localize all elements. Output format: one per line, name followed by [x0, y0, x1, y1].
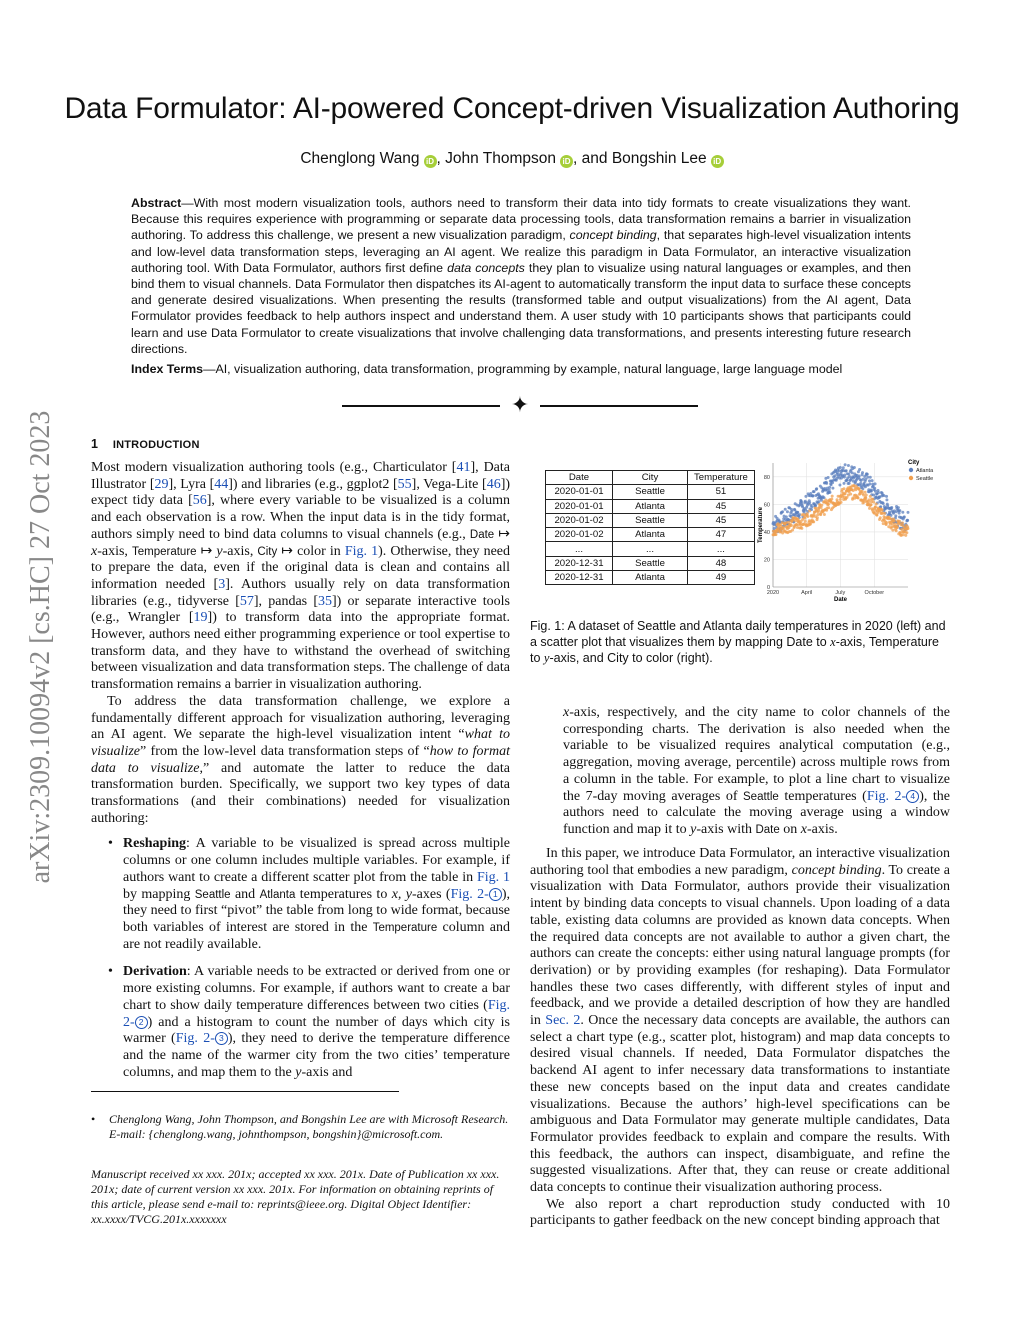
data-point-seattle [823, 513, 826, 516]
data-point-atlanta [861, 471, 864, 474]
data-point-seattle [895, 529, 898, 532]
legend-title: City [908, 460, 920, 466]
table-cell: 51 [688, 485, 755, 499]
paragraph: To address the data transformation challenge, we explore a fundamentally different approach for visualization authoring, leveraging an AI agent. We separate the high-level visualization intent “what to visualize” from the low-level data transformation steps of “how to format data to visualize,” and automate the latter to reduce the data transformation burden. Specifically, we support two key types of data transformations (and their combinations) needed for visualization authoring: [91, 693, 511, 826]
x-tick-label: October [864, 590, 885, 596]
table-cell: 45 [688, 513, 755, 527]
figure-link[interactable]: Fig. 1 [344, 543, 379, 559]
author-list: Chenglong Wang iD , John Thompson iD , and Bongshin Lee iD [0, 150, 1024, 168]
data-point-seattle [820, 504, 823, 507]
data-point-seattle [883, 512, 886, 515]
data-point-seattle [864, 497, 867, 500]
x-tick-label: July [835, 590, 846, 596]
citation-link[interactable]: 57 [239, 593, 254, 609]
data-point-atlanta [810, 505, 813, 508]
figure-link[interactable]: Fig. 1 [476, 869, 510, 885]
circled-number: 2 [135, 1016, 148, 1029]
table-row [546, 499, 755, 513]
data-point-atlanta [845, 469, 848, 472]
orcid-icon[interactable]: iD [424, 155, 437, 168]
data-point-atlanta [808, 501, 811, 504]
data-point-atlanta [815, 487, 818, 490]
star-ornament-icon: ✦ [510, 392, 530, 417]
footnote-affiliation: • Chenglong Wang, John Thompson, and Bongshin Lee are with Microsoft Research. E-mail: {chenglong.wang, johnthompson, bongshin}@microsoft.com. [91, 1112, 509, 1141]
data-point-seattle [871, 498, 874, 501]
data-point-seattle [849, 493, 852, 496]
citation-link[interactable]: 29 [154, 476, 169, 492]
data-point-seattle [816, 516, 819, 519]
scatter-chart-svg [757, 455, 957, 610]
left-column [91, 460, 510, 1081]
data-point-atlanta [885, 498, 888, 501]
data-point-seattle [803, 517, 806, 520]
table-cell: 2020-01-01 [546, 485, 613, 499]
data-point-atlanta [853, 466, 856, 469]
data-point-seattle [896, 526, 899, 529]
y-tick-label: 0 [766, 585, 770, 591]
data-point-atlanta [890, 506, 893, 509]
data-point-seattle [827, 503, 830, 506]
data-point-atlanta [897, 506, 900, 509]
y-tick-label: 80 [763, 474, 770, 481]
footnote-manuscript: Manuscript received xx xxx. 201x; accepted xx xxx. 201x. Date of Publication xx xxx. 201x; date of current version xx xxx. 201x. For information on obtaining reprints of this article, please send e-mail to: reprints@ieee.org. Digital Object Identifier: xx.xxxx/TVCG.201x.xxxxxxx [91, 1167, 500, 1226]
table-header: City [613, 471, 688, 485]
citation-link[interactable]: 3 [218, 576, 226, 592]
data-point-atlanta [831, 481, 834, 484]
data-point-atlanta [843, 482, 846, 485]
data-point-seattle [808, 509, 811, 512]
data-point-atlanta [828, 491, 831, 494]
data-point-atlanta [858, 474, 861, 477]
data-point-atlanta [870, 490, 873, 493]
data-point-seattle [865, 493, 868, 496]
bullet-continuation: x-axis, respectively, and the city name to color channels of the corresponding charts. The derivation is also needed when the variable to be visualized requires analytical computation (e.g., aggregation, moving average, percentile) across multiple rows from a column in the table. For example, to plot a line chart to visualize the 7-day moving averages of Seattle temperatures (Fig. 2- 4 ), the authors need to calculate the moving average using a window function and map it to y-axis with Date on x-axis. [563, 705, 950, 837]
data-point-atlanta [868, 479, 871, 482]
data-point-seattle [839, 498, 842, 501]
data-point-seattle [830, 498, 833, 501]
data-point-seattle [774, 533, 777, 536]
paragraph: We also report a chart reproduction study conducted with 10 participants to gather feedback on the new concept binding approach that [530, 1196, 950, 1229]
table-row [546, 528, 755, 542]
figure-link[interactable]: Fig. 2- 3 [176, 1031, 228, 1046]
figure-link[interactable]: Fig. 2- 2 [123, 997, 510, 1030]
table-cell: 48 [688, 556, 755, 570]
table-cell: Seattle [613, 513, 688, 527]
table-cell: Atlanta [613, 499, 688, 513]
data-point-seattle [831, 495, 834, 498]
data-point-atlanta [838, 483, 841, 486]
table-cell: ... [613, 542, 688, 556]
scatter-chart [757, 455, 957, 610]
data-point-atlanta [781, 510, 784, 513]
author-name: Chenglong Wang [300, 150, 420, 167]
data-point-atlanta [882, 494, 885, 497]
y-axis-title: Temperature [758, 507, 764, 543]
circled-number: 4 [906, 790, 919, 803]
data-point-seattle [800, 527, 803, 530]
table-header-row [546, 471, 755, 485]
y-tick-label: 20 [763, 557, 770, 564]
y-tick-label: 60 [763, 502, 770, 509]
data-point-seattle [907, 527, 910, 530]
data-point-atlanta [811, 495, 814, 498]
data-point-atlanta [831, 487, 834, 490]
author-name: John Thompson [445, 150, 557, 167]
table-cell: 2020-01-02 [546, 528, 613, 542]
data-point-atlanta [861, 487, 864, 490]
x-tick-label: April [801, 590, 813, 596]
legend-swatch [909, 476, 913, 480]
citation-link[interactable]: 46 [486, 476, 501, 492]
data-point-atlanta [784, 508, 787, 511]
table-cell: 2020-12-31 [546, 571, 613, 585]
data-point-atlanta [839, 466, 842, 469]
data-point-seattle [872, 501, 875, 504]
data-point-atlanta [868, 482, 871, 485]
list-item: • Derivation: A variable needs to be extracted or derived from one or more existing columns. For example, if authors want to create a bar chart to show daily temperature differences between two cities (Fig. 2- 2 ) and a histogram to count the number of days which city is warmer (Fig. 2- 3 ), they need to derive the temperature difference and the name of the warmer city from the two cities’ temperature columns, and map them to the y-axis and [108, 964, 510, 1080]
data-point-atlanta [898, 509, 901, 512]
data-point-atlanta [843, 474, 846, 477]
data-point-atlanta [907, 511, 910, 514]
data-point-seattle [804, 520, 807, 523]
table-cell: ... [688, 542, 755, 556]
data-point-seattle [891, 529, 894, 532]
data-point-seattle [869, 495, 872, 498]
citation-link[interactable]: 19 [193, 610, 208, 626]
author-name: Bongshin Lee [611, 150, 707, 167]
data-point-seattle [875, 503, 878, 506]
data-point-seattle [881, 509, 884, 512]
data-point-atlanta [894, 514, 897, 517]
arxiv-stamp: arXiv:2309.10094v2 [cs.HC] 27 Oct 2023 [25, 410, 56, 884]
index-terms: Index Terms—AI, visualization authoring, data transformation, programming by example, natural language, large language model [131, 362, 843, 376]
data-point-atlanta [790, 510, 793, 513]
data-point-atlanta [817, 500, 820, 503]
figure-link[interactable]: Fig. 2- 1 [451, 887, 502, 902]
legend-swatch [909, 468, 913, 472]
data-point-seattle [840, 501, 843, 504]
data-point-atlanta [798, 513, 801, 516]
legend-label: Atlanta [916, 468, 934, 474]
data-point-seattle [806, 515, 809, 518]
data-point-atlanta [869, 476, 872, 479]
paragraph: In this paper, we introduce Data Formulator, an interactive visualization authoring tool that embodies a new paradigm, concept binding. To create a visualization with Data Formulator, authors provide their visualization intent by binding data concepts to visual channels. Upon loading of a data table, existing data columns are provided as known data concepts. When the required data concepts are not available to author a given chart, the authors can create the concepts: either using natural language prompts (for derivation) or by providing examples (for reshaping). Data Formulator handles these two cases differently, with different styles of input and feedback, and we provide a detailed description of how they are handled in Sec. 2. Once the necessary data concepts are available, the authors can select a chart type (e.g., scatter plot, histogram) and map data concepts to desired visual channels. If needed, Data Formulator dispatches the backend AI agent to infer necessary data transformations to instantiate these new concepts based on the input data and creates candidate visualizations. Because the authors’ high-level specifications can be ambiguous and Data Formulator may generate multiple candidates, Data Formulator provides feedback to explain and compare the results. With this feedback, the authors can inspect, disambiguate, and refine the suggested visualizations. After that, they can reuse or create additional data concepts to continue their visualization authoring process. [530, 846, 950, 1196]
citation-link[interactable]: 56 [192, 493, 207, 509]
right-column [530, 846, 950, 1230]
x-axis-title: Date [833, 597, 848, 603]
data-point-atlanta [903, 515, 906, 518]
data-point-atlanta [842, 466, 845, 469]
data-point-seattle [827, 506, 830, 509]
data-point-atlanta [828, 486, 831, 489]
table-cell: ... [546, 542, 613, 556]
data-table [545, 470, 755, 585]
data-point-atlanta [877, 491, 880, 494]
data-point-atlanta [873, 487, 876, 490]
data-point-atlanta [804, 495, 807, 498]
data-point-atlanta [825, 482, 828, 485]
bullet-icon: • [108, 836, 113, 852]
data-point-seattle [905, 531, 908, 534]
data-point-atlanta [858, 468, 861, 471]
data-point-atlanta [838, 469, 841, 472]
table-cell: 2020-01-02 [546, 513, 613, 527]
section-separator [342, 392, 698, 418]
data-point-seattle [879, 516, 882, 519]
data-point-atlanta [785, 515, 788, 518]
figure-link[interactable]: Fig. 2- 4 [867, 789, 919, 804]
paper-title: Data Formulator: AI-powered Concept-driven Visualization Authoring [64, 92, 960, 125]
orcid-icon[interactable]: iD [560, 155, 573, 168]
data-point-atlanta [851, 471, 854, 474]
data-point-seattle [817, 509, 820, 512]
data-point-seattle [898, 520, 901, 523]
data-point-seattle [894, 522, 897, 525]
table-row [546, 513, 755, 527]
x-tick-label: 2020 [766, 590, 780, 596]
data-point-atlanta [859, 482, 862, 485]
list-item: • Reshaping: A variable to be visualized is spread across multiple columns or one column includes multiple variables. For example, if authors want to create a different scatter plot from the table in Fig. 1 by mapping Seattle and Atlanta temperatures to x, y-axes (Fig. 2- 1 ), they need to first “pivot” the table from long to wide format, because both variables of interest are stored in the Temperature column and are not readily available. [108, 836, 511, 952]
orcid-icon[interactable]: iD [711, 155, 724, 168]
table-row [546, 556, 755, 570]
data-point-seattle [864, 491, 867, 494]
table-cell: 45 [688, 499, 755, 513]
table-cell: 2020-01-01 [546, 499, 613, 513]
data-point-seattle [904, 534, 907, 537]
data-point-atlanta [882, 502, 885, 505]
table-row [546, 542, 755, 556]
paragraph: Most modern visualization authoring tools (e.g., Charticulator [41], Data Illustrator [29], Lyra [44]) and libraries (e.g., ggplot2 [55], Vega-Lite [46]) expect tidy data [56], where every variable to be visualized is a column and each observation is a row. When the input data is in the tidy format, authors simply need to bind data columns to visual channels (e.g., Date ↦ x-axis, Temperature ↦ y-axis, City ↦ color in Fig. 1). Otherwise, they need to prepare the data, even if the original data is clean and contains all information needed [3]. Authors usually rely on data transformation libraries (e.g., tidyverse [57], pandas [35]) or separate interactive tools (e.g., Wrangler [19]) to transform data into the appropriate format. However, authors need either programming experience or tool expertise to transform data, and they have to withstand the overhead of switching between visualization and data transformation steps. The challenge of data transformation remains a barrier in visualization authoring. [91, 460, 511, 693]
bullet-icon: • [108, 964, 113, 980]
data-point-atlanta [844, 463, 847, 466]
table-cell: 49 [688, 571, 755, 585]
data-point-seattle [885, 521, 888, 524]
data-point-seattle [812, 520, 815, 523]
data-point-seattle [891, 522, 894, 525]
data-point-atlanta [871, 479, 874, 482]
data-point-atlanta [847, 464, 850, 467]
figure-caption: Fig. 1: A dataset of Seattle and Atlanta daily temperatures in 2020 (left) and a scatter plot that visualizes them by mapping Date to x-axis, Temperature to y-axis, and City to color (right). [530, 619, 946, 665]
data-point-seattle [806, 512, 809, 515]
citation-link[interactable]: 41 [456, 460, 471, 475]
citation-link[interactable]: 55 [397, 476, 412, 492]
data-point-atlanta [866, 476, 869, 479]
data-point-seattle [902, 533, 905, 536]
data-point-seattle [893, 519, 896, 522]
bullet-icon: • [91, 1112, 96, 1126]
data-point-atlanta [906, 519, 909, 522]
data-point-atlanta [885, 495, 888, 498]
data-point-atlanta [866, 473, 869, 476]
table-row [546, 571, 755, 585]
table-cell: Seattle [613, 485, 688, 499]
abstract: Abstract—With most modern visualization tools, authors need to transform their data into tidy formats to create visualizations they want. Because this requires experience with programming or separate data processing tools, data transformation remains a barrier in visualization authoring. To address this challenge, we present a new visualization paradigm, concept binding, that separates high-level visualization intents and low-level data transformation steps, leveraging an AI agent. We realize this paradigm in Data Formulator, an interactive visualization authoring tool. With Data Formulator, authors first define data concepts they plan to visualize using natural languages or examples, and then bind them to visual channels. Data Formulator then dispatches its AI-agent to automatically transform the input data to surface these concepts and generate desired visualizations. When presenting the results (transformed table and output visualizations) from the AI agent, Data Formulator provides feedback to help authors inspect and understand them. A user study with 10 participants shows that participants could learn and use Data Formulator to create visualizations that involve challenging data transformations, and presents interesting future research directions. [131, 196, 911, 356]
table-header: Date [546, 471, 613, 485]
data-point-atlanta [827, 476, 830, 479]
data-point-atlanta [874, 482, 877, 485]
legend-label: Seattle [916, 476, 934, 482]
data-point-seattle [901, 521, 904, 524]
data-point-atlanta [786, 510, 789, 513]
data-point-seattle [868, 507, 871, 510]
circled-number: 1 [489, 888, 502, 901]
section-heading: 1 INTRODUCTION [91, 437, 200, 451]
data-point-atlanta [848, 482, 851, 485]
table-cell: 2020-12-31 [546, 556, 613, 570]
citation-link[interactable]: 44 [214, 476, 229, 492]
circled-number: 3 [215, 1032, 228, 1045]
table-cell: Seattle [613, 556, 688, 570]
section-link[interactable]: Sec. 2 [545, 1013, 581, 1029]
table-header: Temperature [688, 471, 755, 485]
citation-link[interactable]: 35 [318, 593, 332, 609]
data-point-seattle [857, 496, 860, 499]
table-row [546, 485, 755, 499]
table-cell: 47 [688, 528, 755, 542]
y-tick-label: 40 [763, 529, 770, 536]
data-point-seattle [870, 503, 873, 506]
data-point-seattle [816, 513, 819, 516]
data-point-atlanta [813, 490, 816, 493]
table-cell: Atlanta [613, 528, 688, 542]
table-cell: Atlanta [613, 571, 688, 585]
data-point-seattle [843, 487, 846, 490]
footnote-rule [91, 1091, 399, 1092]
data-point-atlanta [901, 511, 904, 514]
data-point-seattle [790, 524, 793, 527]
data-point-seattle [874, 505, 877, 508]
